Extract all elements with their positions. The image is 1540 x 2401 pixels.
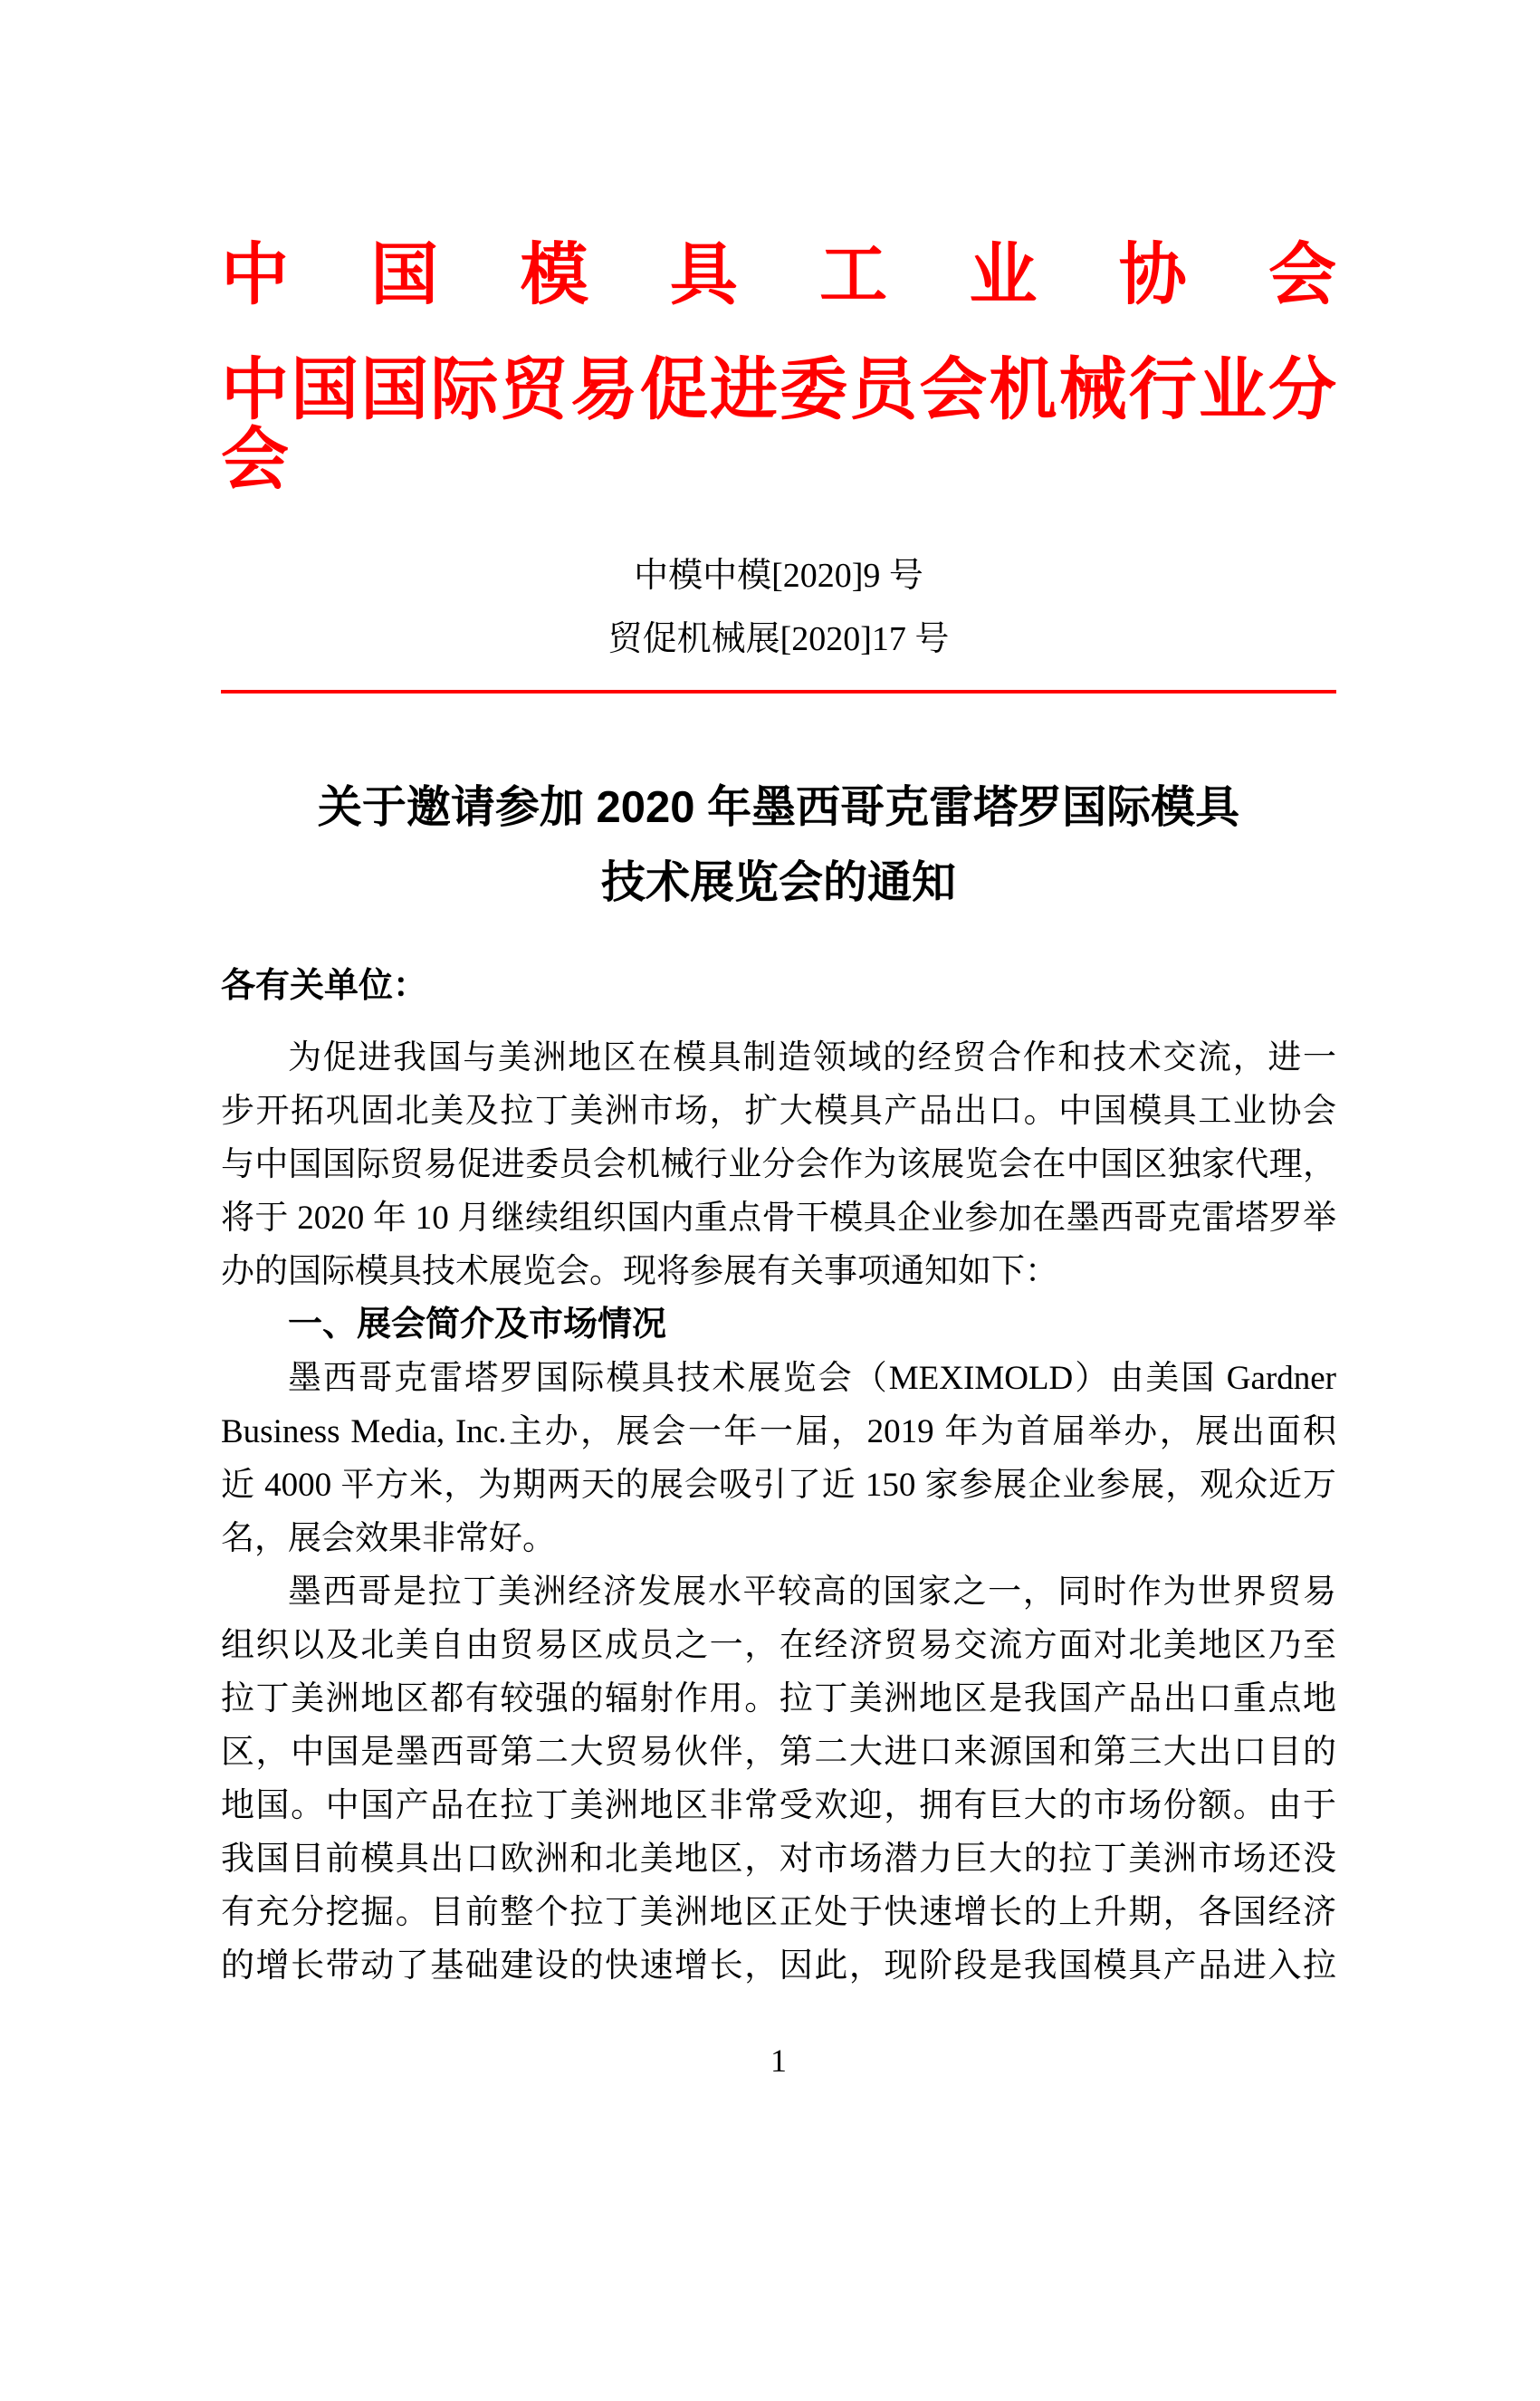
red-divider-rule xyxy=(221,690,1336,694)
body-line: 将于 2020 年 10 月继续组织国内重点骨干模具企业参加在墨西哥克雷塔罗举 xyxy=(221,1200,1336,1237)
body-line: 的增长带动了基础建设的快速增长，因此，现阶段是我国模具产品进入拉 xyxy=(221,1947,1336,1985)
body-line: Business Media, Inc.主办，展会一年一届，2019 年为首届举办，展出面积 xyxy=(221,1413,1336,1450)
body-line: 与中国国际贸易促进委员会机械行业分会作为该展览会在中国区独家代理， xyxy=(221,1146,1336,1183)
body-line: 为促进我国与美洲地区在模具制造领域的经贸合作和技术交流，进一 xyxy=(288,1039,1336,1076)
doc-number-1: 中模中模[2020]9 号 xyxy=(634,557,923,595)
letterhead-org-name-2: 中国国际贸易促进委员会机械行业分会 xyxy=(221,353,1336,498)
page-number: 1 xyxy=(770,2042,787,2079)
body-line: 墨西哥是拉丁美洲经济发展水平较高的国家之一，同时作为世界贸易 xyxy=(288,1574,1336,1611)
document-page xyxy=(0,238,1540,2401)
notice-title-line-2: 技术展览会的通知 xyxy=(600,858,956,907)
section-heading-1: 一、展会简介及市场情况 xyxy=(288,1306,667,1344)
body-line: 我国目前模具出口欧洲和北美地区，对市场潜力巨大的拉丁美洲市场还没 xyxy=(221,1841,1336,1878)
paragraph-2 xyxy=(221,1352,1336,1565)
letterhead-org-name-1: 中国模具工业协会 xyxy=(221,238,1336,313)
body-line: 区，中国是墨西哥第二大贸易伙伴，第二大进口来源国和第三大出口目的 xyxy=(221,1734,1336,1771)
doc-number-2: 贸促机械展[2020]17 号 xyxy=(607,620,950,658)
paragraph-1 xyxy=(221,1031,1336,1298)
notice-title xyxy=(221,770,1336,921)
body-line: 近 4000 平方米，为期两天的展会吸引了近 150 家参展企业参展，观众近万 xyxy=(221,1467,1336,1504)
salutation: 各有关单位： xyxy=(221,967,428,1005)
notice-title-line-1: 关于邀请参加 2020 年墨西哥克雷塔罗国际模具 xyxy=(317,783,1240,832)
paragraph-3 xyxy=(221,1565,1336,1993)
body-line: 组织以及北美自由贸易区成员之一，在经济贸易交流方面对北美地区乃至 xyxy=(221,1627,1336,1664)
body-line: 步开拓巩固北美及拉丁美洲市场，扩大模具产品出口。中国模具工业协会 xyxy=(221,1093,1336,1130)
body-line: 名，展会效果非常好。 xyxy=(221,1520,556,1557)
page-content xyxy=(0,238,1540,2079)
body-line: 墨西哥克雷塔罗国际模具技术展览会（MEXIMOLD）由美国 Gardner xyxy=(288,1360,1336,1397)
body-line: 办的国际模具技术展览会。现将参展有关事项通知如下： xyxy=(221,1253,1058,1290)
doc-number-block xyxy=(221,544,1336,671)
body-line: 有充分挖掘。目前整个拉丁美洲地区正处于快速增长的上升期，各国经济 xyxy=(221,1894,1336,1931)
body-line: 拉丁美洲地区都有较强的辐射作用。拉丁美洲地区是我国产品出口重点地 xyxy=(221,1680,1336,1717)
body-line: 地国。中国产品在拉丁美洲地区非常受欢迎，拥有巨大的市场份额。由于 xyxy=(221,1787,1336,1824)
